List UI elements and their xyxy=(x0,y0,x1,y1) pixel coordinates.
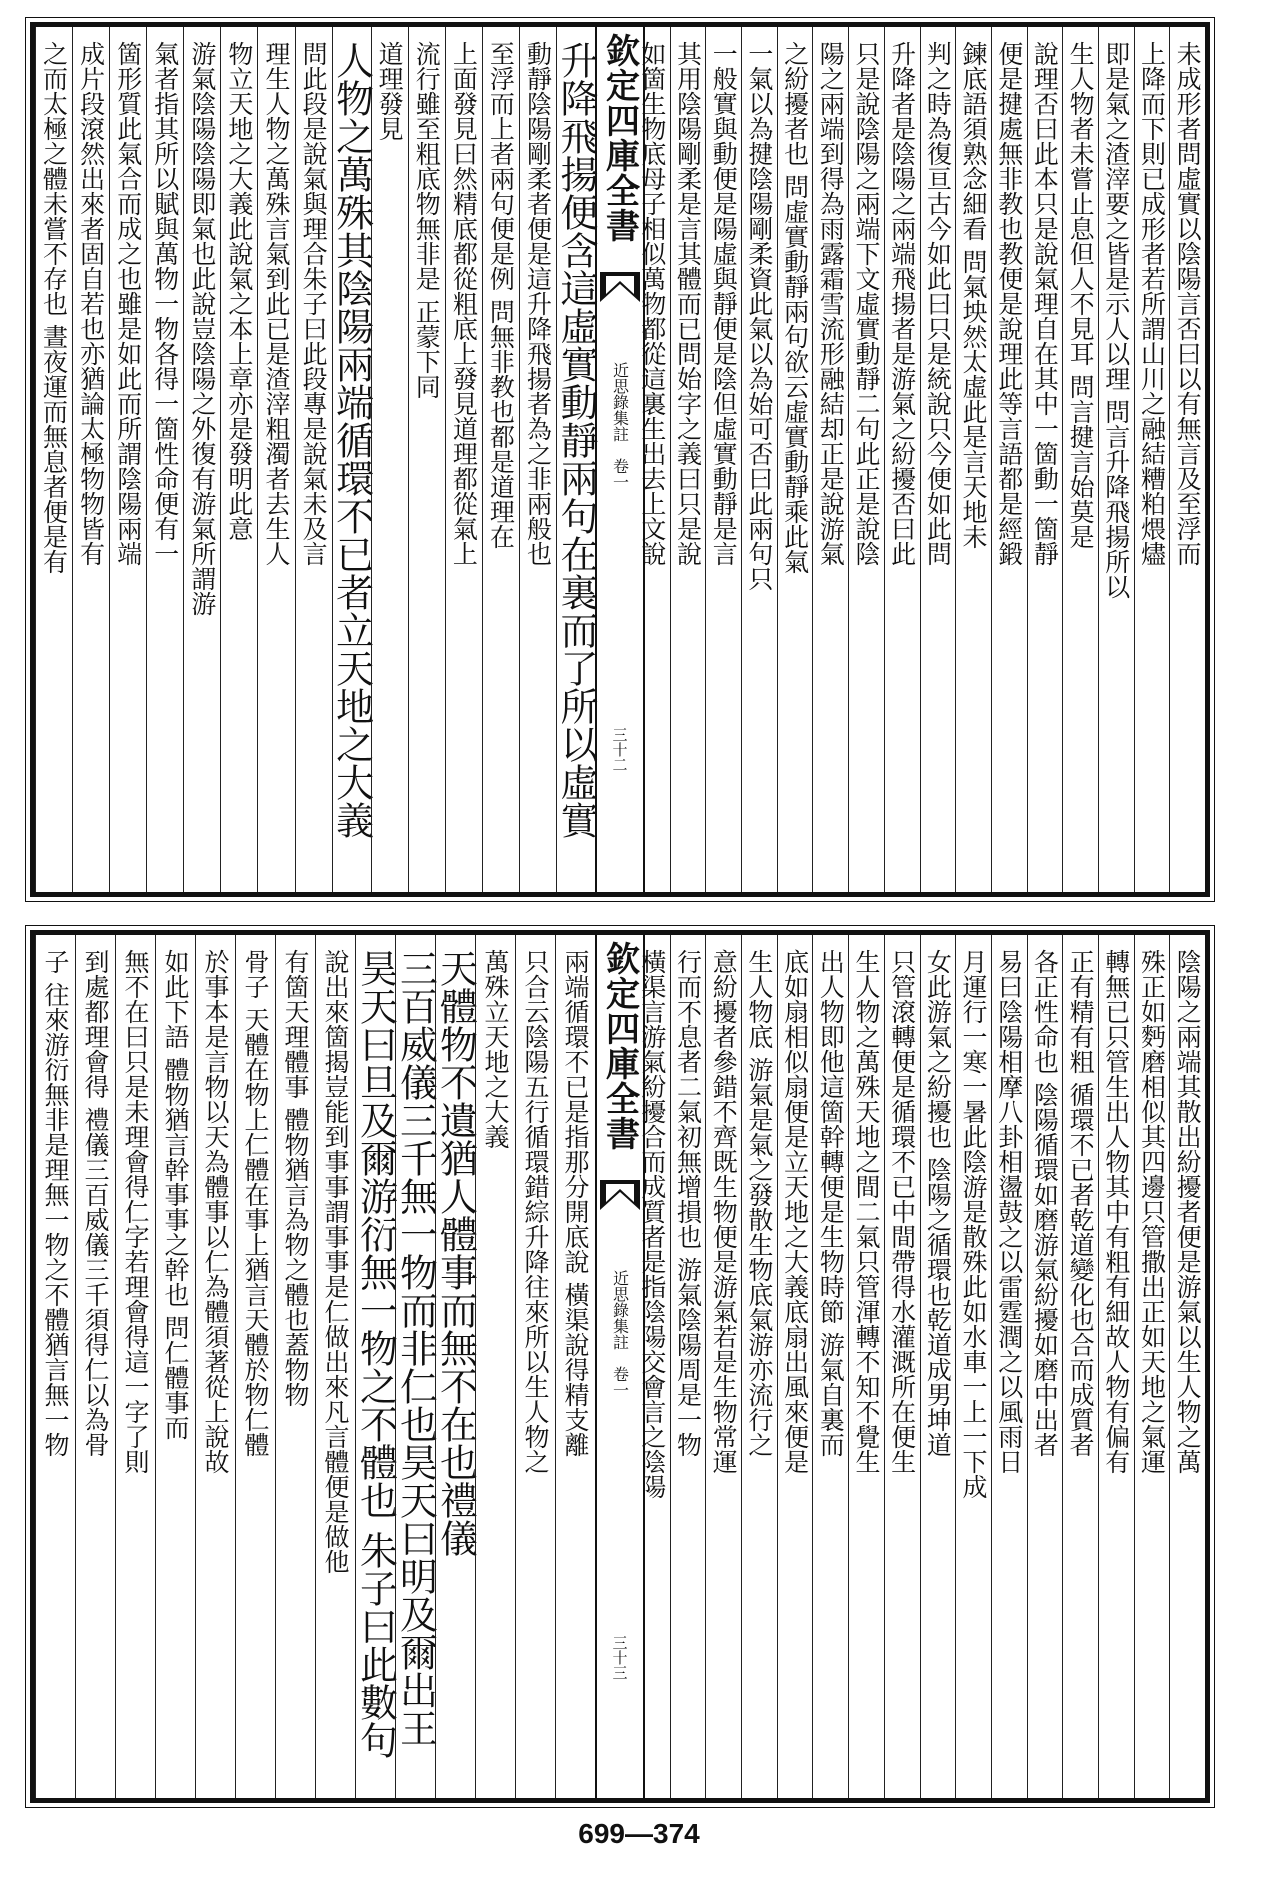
text-column: 物立天地之大義此說氣之本上章亦是發明此意 xyxy=(220,27,257,892)
text-column: 其用陰陽剛柔是言其體而已問始字之義曰只是說 xyxy=(670,27,706,892)
text-column: 陰陽之兩端其散出紛擾者便是游氣以生人物之萬 xyxy=(1169,935,1205,1798)
text-column: 陽之兩端到得為雨露霜雪流形融結却正是說游氣 xyxy=(812,27,848,892)
text-column: 昊天曰旦及爾游衍無一物之不體也 朱子曰此數句 xyxy=(355,935,395,1798)
text-column: 女此游氣之紛擾也 陰陽之循環也乾道成男坤道 xyxy=(920,935,956,1798)
text-column: 升降者是陰陽之兩端飛揚者是游氣之紛擾否曰此 xyxy=(884,27,920,892)
text-column: 天體物不遺猶人體事而無不在也禮儀 xyxy=(435,935,475,1798)
text-column: 出人物即他這箇幹轉便是生物時節 游氣自裏而 xyxy=(812,935,848,1798)
text-column: 流行雖至粗底物無非是 正蒙下同 xyxy=(408,27,445,892)
text-column: 易曰陰陽相摩八卦相盪鼓之以雷霆潤之以風雨日 xyxy=(991,935,1027,1798)
book-title: 欽定四庫全書 xyxy=(599,941,640,1151)
text-column: 未成形者問虛實以陰陽言否曰以有無言及至浮而 xyxy=(1169,27,1205,892)
text-column: 正有精有粗 循環不已者乾道變化也合而成質者 xyxy=(1062,935,1098,1798)
bottom-right-half xyxy=(635,935,1205,1798)
text-column: 橫渠言游氣紛擾合而成質者是指陰陽交會言之陰陽 xyxy=(637,949,667,1499)
text-column: 判之時為復亘古今如此曰只是統說只今便如此問 xyxy=(920,27,956,892)
text-column: 月運行一寒一暑此陰游是散殊此如水車一上一下成 xyxy=(955,935,991,1798)
text-column: 說理否曰此本只是說氣理自在其中一箇動一箇靜 xyxy=(1027,27,1063,892)
text-column: 無不在曰只是未理會得仁字若理會得這一字了則 xyxy=(115,935,155,1798)
text-column: 三百威儀三千無一物而非仁也昊天曰明及爾出王 xyxy=(395,935,435,1798)
page-bottom xyxy=(30,930,1210,1803)
text-column: 一氣以為揵陰陽剛柔資此氣以為始可否曰此兩句只 xyxy=(741,27,777,892)
text-column: 底如扇相似扇便是立天地之大義底扇出風來便是 xyxy=(777,935,813,1798)
text-column: 生人物底 游氣是氣之發散生物底氣游亦流行之 xyxy=(741,935,777,1798)
bottom-left-half xyxy=(35,935,595,1798)
text-column: 只是說陰陽之兩端下文虛實動靜二句此正是說陰 xyxy=(848,27,884,892)
text-column: 之而太極之體未嘗不存也 晝夜運而無息者便是有 xyxy=(35,27,72,892)
text-column: 如此下語 體物猶言幹事事之幹也 問仁體事而 xyxy=(155,935,195,1798)
text-column: 之紛擾者也 問虛實動靜兩句欲云虛實動靜乘此氣 xyxy=(777,27,813,892)
text-column: 殊正如麪磨相似其四邊只管撒出正如天地之氣運 xyxy=(1134,935,1170,1798)
text-column: 到處都理會得 禮儀三百威儀三千須得仁以為骨 xyxy=(75,935,115,1798)
text-column: 意紛擾者參錯不齊既生物便是游氣若是生物常運 xyxy=(705,935,741,1798)
text-column: 鍊底語須熟念細看 問氣坱然太虛此是言天地未 xyxy=(955,27,991,892)
volume-name: 卷一 xyxy=(610,1366,630,1398)
text-column: 一般實與動便是陽虛與靜便是陰但虛實動靜是言 xyxy=(705,27,741,892)
text-column: 說出來箇揭豈能到事事謂事事是仁做出來凡言體便是做他 xyxy=(315,935,355,1798)
text-column: 升降飛揚便含這虛實動靜兩句在裏而了所以虛實 xyxy=(556,27,595,892)
text-column: 動靜陰陽剛柔者便是這升降飛揚者為之非兩般也 xyxy=(519,27,556,892)
text-column: 氣者指其所以賦與萬物一物各得一箇性命便有一 xyxy=(146,27,183,892)
text-column: 生人物之萬殊天地之間二氣只管渾轉不知不覺生 xyxy=(848,935,884,1798)
fish-tail-ornament-icon xyxy=(600,272,640,302)
book-name: 近思錄集註 xyxy=(610,1270,630,1350)
text-column: 游氣陰陽陰陽即氣也此說豈陰陽之外復有游氣所謂游 xyxy=(183,27,220,892)
text-column: 只合云陰陽五行循環錯綜升降往來所以生人物之 xyxy=(515,935,555,1798)
book-title: 欽定四庫全書 xyxy=(599,33,640,243)
text-column: 便是揵處無非教也教便是說理此等言語都是經鍛 xyxy=(991,27,1027,892)
text-column: 骨子 天體在物上仁體在事上猶言天體於物仁體 xyxy=(235,935,275,1798)
text-column: 各正性命也 陰陽循環如磨游氣紛擾如磨中出者 xyxy=(1027,935,1063,1798)
volume-book-label xyxy=(609,1270,632,1398)
text-column: 轉無已只管生出人物其中有粗有細故人物有偏有 xyxy=(1098,935,1134,1798)
text-column: 只管滾轉便是循環不已中間帶得水灌溉所在便生 xyxy=(884,935,920,1798)
top-right-half xyxy=(635,27,1205,892)
text-column: 如箇生物底母子相似萬物都從這裏生出去上文說 xyxy=(637,41,667,566)
text-column: 上面發見曰然精底都從粗底上發見道理都從氣上 xyxy=(445,27,482,892)
volume-book-label xyxy=(609,362,632,490)
text-column: 行而不息者二氣初無增損也 游氣陰陽周是一物 xyxy=(670,935,706,1798)
text-column: 於事本是言物以天為體事以仁為體須著從上說故 xyxy=(195,935,235,1798)
fish-tail-ornament-icon xyxy=(600,1180,640,1210)
text-column: 子 往來游衍無非是理無一物之不體猶言無一物 xyxy=(35,935,75,1798)
text-column: 箇形質此氣合而成之也雖是如此而所謂陰陽兩端 xyxy=(109,27,146,892)
top-left-half xyxy=(35,27,598,892)
folio-number: 三十三 xyxy=(610,1635,629,1680)
text-column: 兩端循環不已是指那分開底說 橫渠說得精支離 xyxy=(555,935,595,1798)
text-column: 萬殊立天地之大義 xyxy=(475,935,515,1798)
book-name: 近思錄集註 xyxy=(610,362,630,442)
text-column: 問此段是說氣與理合朱子曰此段專是說氣未及言 xyxy=(295,27,332,892)
text-column: 即是氣之渣滓要之皆是示人以理 問言升降飛揚所以 xyxy=(1098,27,1134,892)
text-column: 有箇天理體事 體物猶言為物之體也蓋物物 xyxy=(275,935,315,1798)
page-number: 699—374 xyxy=(578,1818,700,1849)
page-top xyxy=(30,22,1210,897)
folio-number: 三十二 xyxy=(610,727,629,772)
text-column: 道理發見 xyxy=(371,27,408,892)
text-column: 人物之萬殊其陰陽兩端循環不已者立天地之大義 xyxy=(332,27,371,892)
text-column: 理生人物之萬殊言氣到此已是渣滓粗濁者去生人 xyxy=(257,27,294,892)
text-column: 上降而下則已成形者若所謂山川之融結糟粕煨燼 xyxy=(1134,27,1170,892)
text-column: 成片段滾然出來者固自若也亦猶論太極物物皆有 xyxy=(72,27,109,892)
text-column: 至浮而上者兩句便是例 問無非教也都是道理在 xyxy=(482,27,519,892)
text-column: 生人物者未嘗止息但人不見耳 問言揵言始莫是 xyxy=(1062,27,1098,892)
volume-name: 卷一 xyxy=(610,458,630,490)
